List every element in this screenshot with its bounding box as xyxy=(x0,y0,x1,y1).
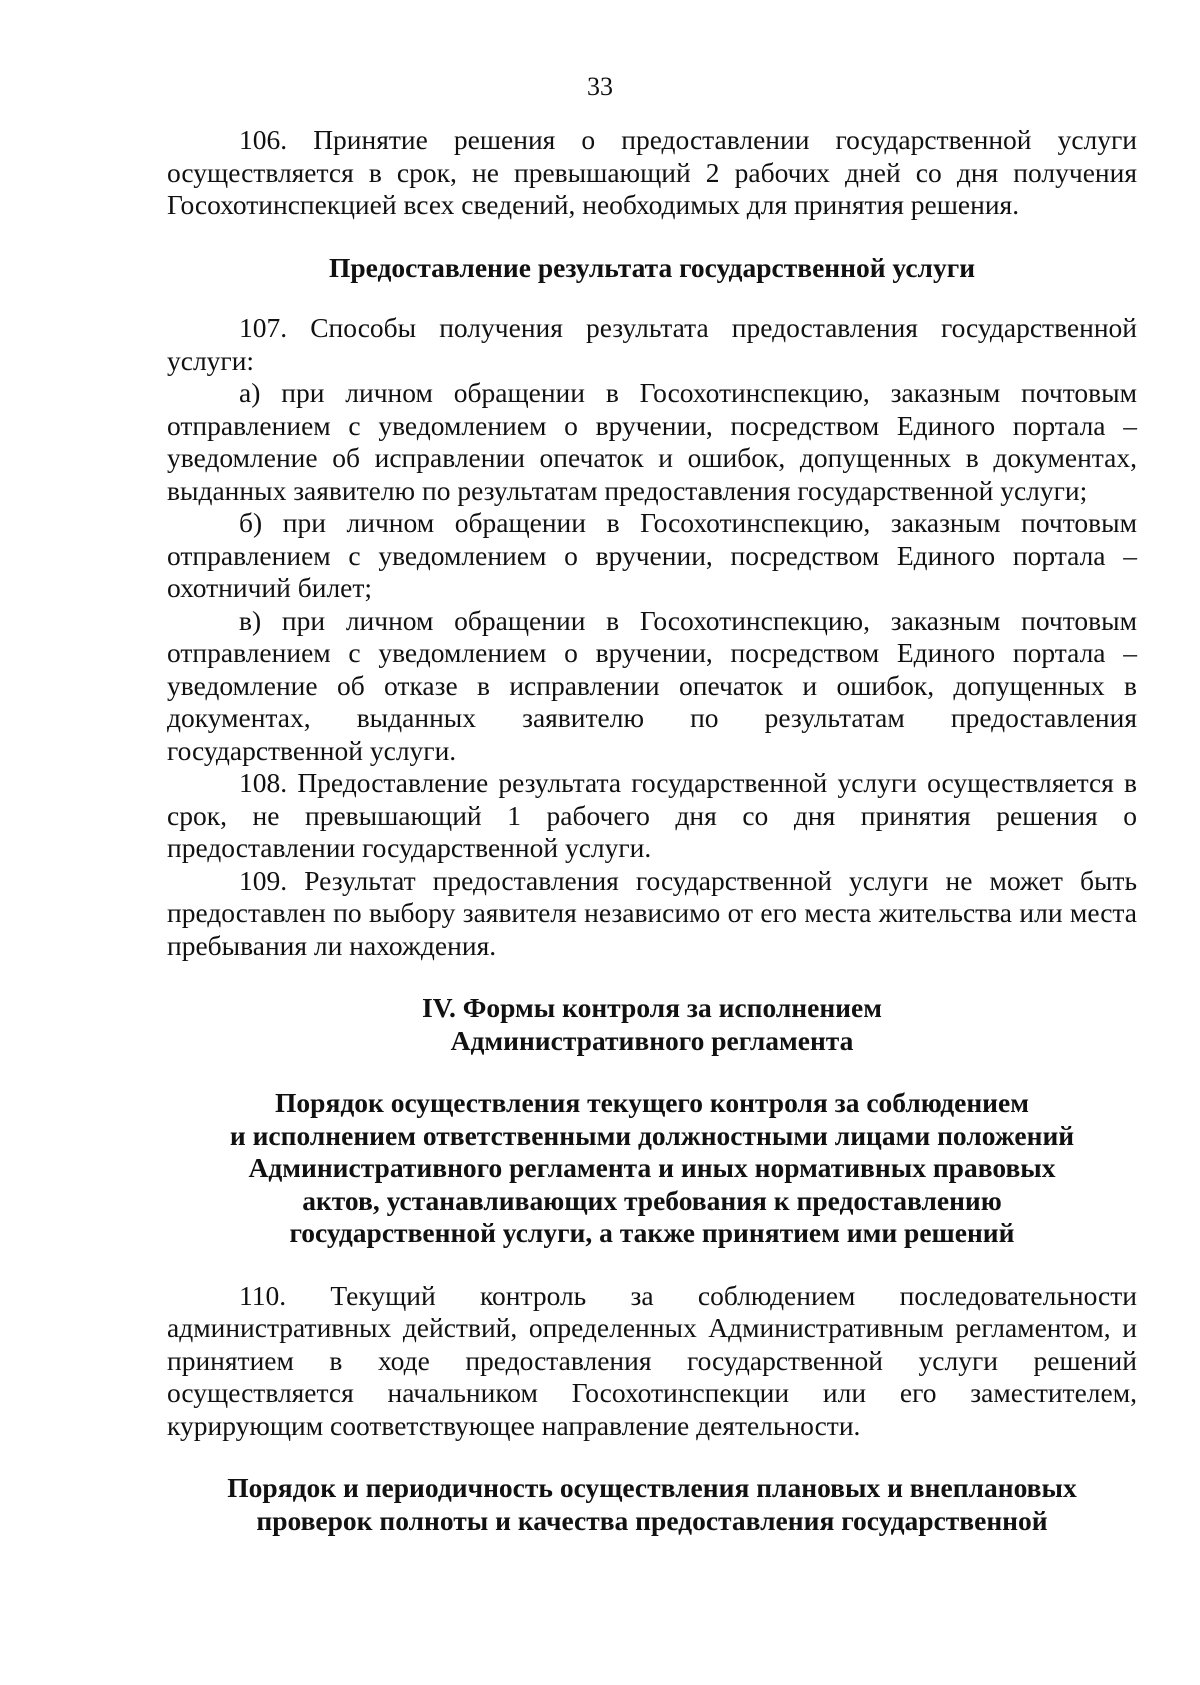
paragraph-107-a: а) при личном обращении в Госохотинспекцию, заказным почтовым отправлением с уведомлением о вручении, посредством Единого портала – уведомление об исправлении опечаток и ошибок, допущенных в документах, выданных заявителю по результатам предоставления государственной услуги; xyxy=(167,377,1137,506)
paragraph-group-107 xyxy=(167,312,1137,962)
heading-line: Порядок осуществления текущего контроля за соблюдением xyxy=(275,1087,1029,1118)
paragraph-108: 108. Предоставление результата государственной услуги осуществляется в срок, не превышающий 1 рабочего дня со дня принятия решения о предоставлении государственной услуги. xyxy=(167,767,1137,863)
section-heading-current-control xyxy=(167,1087,1137,1250)
section-heading-inspections xyxy=(167,1472,1137,1537)
paragraph-106: 106. Принятие решения о предоставлении государственной услуги осуществляется в срок, не превышающий 2 рабочих дней со дня получения Госохотинспекцией всех сведений, необходимых для принятия решения. xyxy=(167,124,1137,220)
heading-line: государственной услуги, а также принятием ими решений xyxy=(289,1217,1015,1248)
heading-line: актов, устанавливающих требования к предоставлению xyxy=(302,1184,1002,1216)
heading-line: проверок полноты и качества предоставления государственной xyxy=(256,1504,1048,1536)
paragraph-109: 109. Результат предоставления государственной услуги не может быть предоставлен по выбору заявителя независимо от его места жительства или места пребывания ли нахождения. xyxy=(167,864,1137,961)
paragraph-110: 110. Текущий контроль за соблюдением последовательности административных действий, определенных Административным регламентом, и принятием в ходе предоставления государственной услуги решений осуществляется начальником Госохотинспекции или его заместителем, курирующим соответствующее направление деятельности. xyxy=(167,1279,1137,1441)
section-heading-result xyxy=(167,252,1137,285)
heading-line: Порядок и периодичность осуществления плановых и внеплановых xyxy=(227,1472,1077,1503)
heading-line: Административного регламента и иных нормативных правовых xyxy=(248,1152,1056,1183)
paragraph-107-b: б) при личном обращении в Госохотинспекцию, заказным почтовым отправлением с уведомлением о вручении, посредством Единого портала – охотничий билет; xyxy=(167,507,1137,603)
chapter-heading-iv xyxy=(167,992,1137,1057)
heading-line: IV. Формы контроля за исполнением xyxy=(422,992,882,1023)
document-body xyxy=(167,124,1137,1537)
heading-line: Предоставление результата государственной услуги xyxy=(328,251,976,283)
paragraph-107: 107. Способы получения результата предоставления государственной услуги: xyxy=(167,312,1137,376)
page-number: 33 xyxy=(587,72,613,101)
paragraph-107-c: в) при личном обращении в Госохотинспекцию, заказным почтовым отправлением с уведомлением о вручении, посредством Единого портала – уведомление об отказе в исправлении опечаток и ошибок, допущенных в документах, выданных заявителю по результатам предоставления государственной услуги. xyxy=(167,604,1137,766)
heading-line: и исполнением ответственными должностными лицами положений xyxy=(229,1119,1075,1151)
heading-line: Административного регламента xyxy=(450,1024,854,1056)
